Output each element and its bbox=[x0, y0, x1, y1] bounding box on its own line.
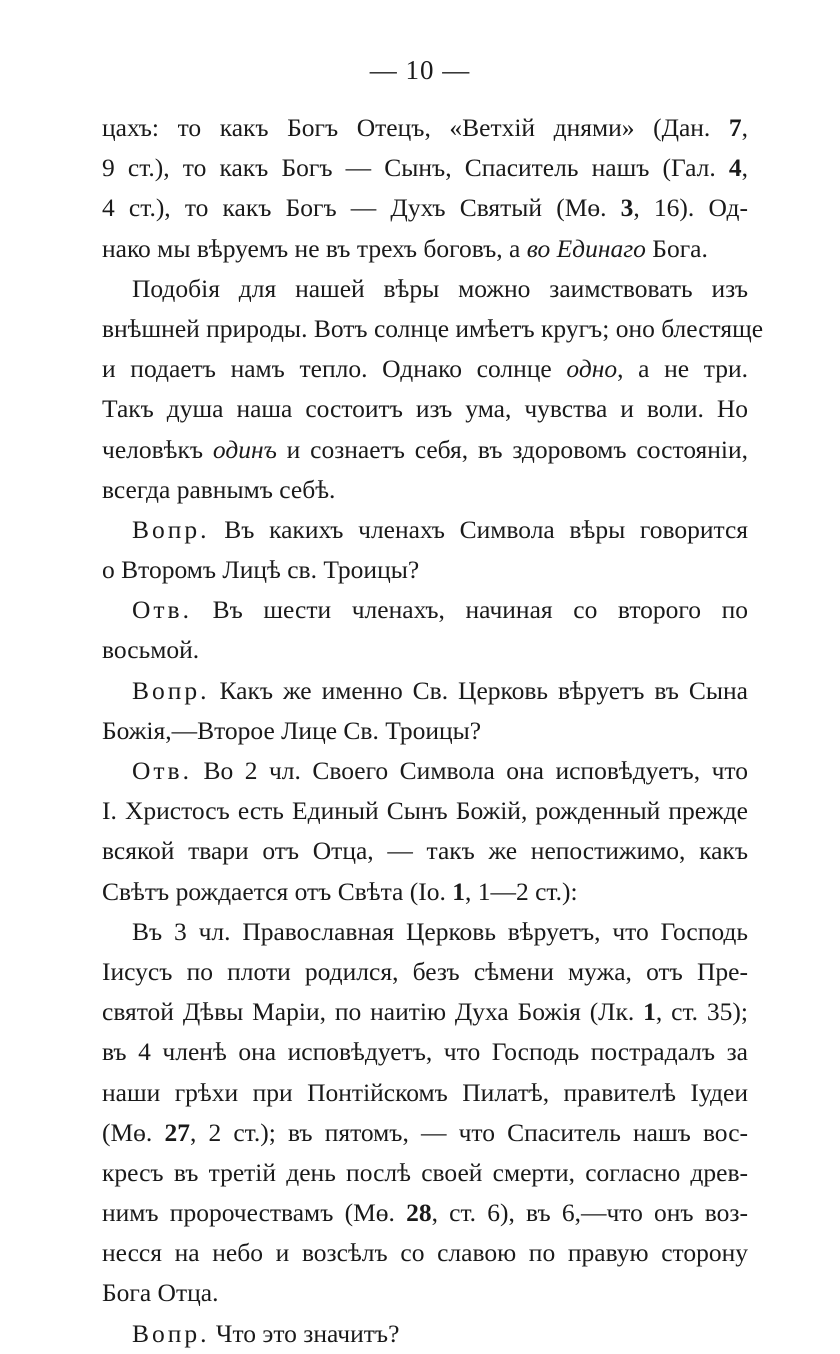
text-segment: 4 ст.), то какъ Богъ — Духъ Святый (Мө. bbox=[102, 193, 621, 223]
text-line bbox=[102, 470, 748, 510]
text-line bbox=[102, 188, 748, 228]
text-segment: Какъ же именно Св. Церковь вѣруетъ въ Сына bbox=[209, 675, 748, 705]
text-line bbox=[102, 590, 748, 630]
text-segment: , bbox=[741, 113, 748, 142]
text-segment: наши грѣхи при Понтійскомъ Пилатѣ, правителѣ Іудеи bbox=[102, 1077, 748, 1107]
text-line bbox=[102, 831, 748, 871]
text-segment: Что это значитъ? bbox=[209, 1318, 400, 1348]
text-segment: I. Христосъ есть Единый Сынъ Божій, рожденный прежде bbox=[102, 796, 748, 826]
text-segment: , 16). Од- bbox=[633, 193, 748, 223]
text-segment: Бога Отца. bbox=[102, 1278, 219, 1308]
italic-text: одно bbox=[566, 354, 618, 384]
text-line bbox=[102, 952, 748, 992]
text-line bbox=[102, 269, 748, 309]
text-line bbox=[102, 791, 748, 831]
text-line bbox=[102, 108, 748, 148]
text-line bbox=[102, 389, 748, 429]
spaced-label: Вопр. bbox=[132, 675, 210, 705]
text-line bbox=[102, 912, 748, 952]
text-segment: кресъ въ третій день послѣ своей смерти, согласно древ- bbox=[102, 1157, 748, 1187]
page-body-text bbox=[102, 108, 764, 1354]
text-segment: въ 4 членѣ она исповѣдуетъ, что Господь пострадалъ за bbox=[102, 1037, 748, 1067]
text-line bbox=[102, 1032, 748, 1072]
bold-number: 1 bbox=[452, 876, 465, 906]
italic-text: во Единаго bbox=[526, 233, 646, 263]
spaced-label: Вопр. bbox=[132, 514, 210, 544]
spaced-label: Отв. bbox=[132, 595, 192, 625]
text-segment: о Второмъ Лицѣ св. Троицы? bbox=[102, 555, 420, 585]
text-segment: Такъ душа наша состоитъ изъ ума, чувства и воли. Но bbox=[102, 394, 748, 424]
text-segment: святой Дѣвы Маріи, по наитію Духа Божія (Лк. bbox=[102, 997, 644, 1027]
text-line bbox=[102, 1073, 748, 1113]
text-line bbox=[102, 711, 748, 751]
bold-number: 27 bbox=[164, 1117, 190, 1147]
text-segment: цахъ: то какъ Богъ Отецъ, «Ветхій днями» (Дан. bbox=[102, 113, 729, 142]
text-segment: Въ шести членахъ, начиная со второго по bbox=[191, 595, 748, 625]
text-segment: Божія,—Второе Лице Св. Троицы? bbox=[102, 715, 482, 745]
text-line bbox=[102, 229, 748, 269]
text-segment: Въ какихъ членахъ Символа вѣры говорится bbox=[209, 514, 748, 544]
text-line bbox=[102, 1193, 748, 1233]
text-segment: Въ 3 чл. Православная Церковь вѣруетъ, что Господь bbox=[132, 916, 748, 946]
text-line bbox=[102, 1314, 748, 1354]
text-segment: всякой твари отъ Отца, — такъ же непостижимо, какъ bbox=[102, 836, 748, 866]
text-line bbox=[102, 992, 748, 1032]
text-segment: и сознаетъ себя, въ здоровомъ состояніи, bbox=[276, 434, 748, 464]
text-segment: несся на небо и возсѣлъ со славою по правую сторону bbox=[102, 1238, 748, 1268]
page-number: — 10 — bbox=[369, 55, 471, 85]
text-segment: Іисусъ по плоти родился, безъ сѣмени мужа, отъ Пре- bbox=[102, 956, 748, 986]
text-line bbox=[102, 349, 748, 389]
text-segment: Подобія для нашей вѣры можно заимствовать изъ bbox=[132, 273, 748, 303]
text-segment: 9 ст.), то какъ Богъ — Сынъ, Спаситель нашъ (Гал. bbox=[102, 153, 729, 183]
text-segment: , ст. 6), въ 6,—что онъ воз- bbox=[431, 1198, 748, 1228]
text-line bbox=[102, 1153, 748, 1193]
spaced-label: Отв. bbox=[132, 756, 192, 785]
text-segment: человѣкъ bbox=[102, 434, 213, 464]
text-line bbox=[102, 751, 748, 791]
bold-number: 7 bbox=[728, 113, 742, 142]
text-line bbox=[102, 630, 748, 670]
text-segment: , 2 ст.); въ пятомъ, — что Спаситель нашъ вос- bbox=[189, 1117, 749, 1147]
spaced-label: Вопр. bbox=[132, 1318, 210, 1348]
text-segment: Бога. bbox=[645, 233, 708, 263]
text-segment: нимъ пророчествамъ (Мө. bbox=[102, 1198, 407, 1228]
text-line bbox=[102, 1233, 748, 1273]
bold-number: 1 bbox=[643, 997, 656, 1027]
text-line bbox=[102, 1273, 748, 1313]
bold-number: 3 bbox=[620, 193, 634, 223]
text-segment: восьмой. bbox=[102, 635, 200, 665]
text-line bbox=[102, 1113, 748, 1153]
text-line bbox=[102, 430, 748, 470]
text-line bbox=[102, 872, 748, 912]
bold-number: 28 bbox=[406, 1198, 432, 1228]
text-segment: Во 2 чл. Своего Символа она исповѣдуетъ, что bbox=[191, 756, 748, 785]
text-segment: внѣшней природы. Вотъ солнце имѣетъ кругъ; оно блестяще bbox=[102, 313, 764, 343]
text-line bbox=[102, 148, 748, 188]
text-segment: нако мы вѣруемъ не въ трехъ боговъ, а bbox=[102, 233, 527, 263]
text-line bbox=[102, 550, 748, 590]
text-line bbox=[102, 510, 748, 550]
text-line bbox=[102, 309, 764, 349]
text-line bbox=[102, 671, 748, 711]
bold-number: 4 bbox=[728, 153, 742, 183]
text-segment: , 1—2 ст.): bbox=[464, 876, 578, 906]
text-segment: Свѣтъ рождается отъ Свѣта (Іо. bbox=[102, 876, 453, 906]
text-segment: всегда равнымъ себѣ. bbox=[102, 474, 336, 504]
italic-text: одинъ bbox=[212, 434, 277, 464]
text-segment: , bbox=[741, 153, 748, 183]
text-segment: , ст. 35); bbox=[655, 997, 748, 1027]
text-segment: , а не три. bbox=[617, 354, 748, 384]
text-segment: (Мө. bbox=[102, 1117, 165, 1147]
text-segment: и подаетъ намъ тепло. Однако солнце bbox=[102, 354, 567, 384]
